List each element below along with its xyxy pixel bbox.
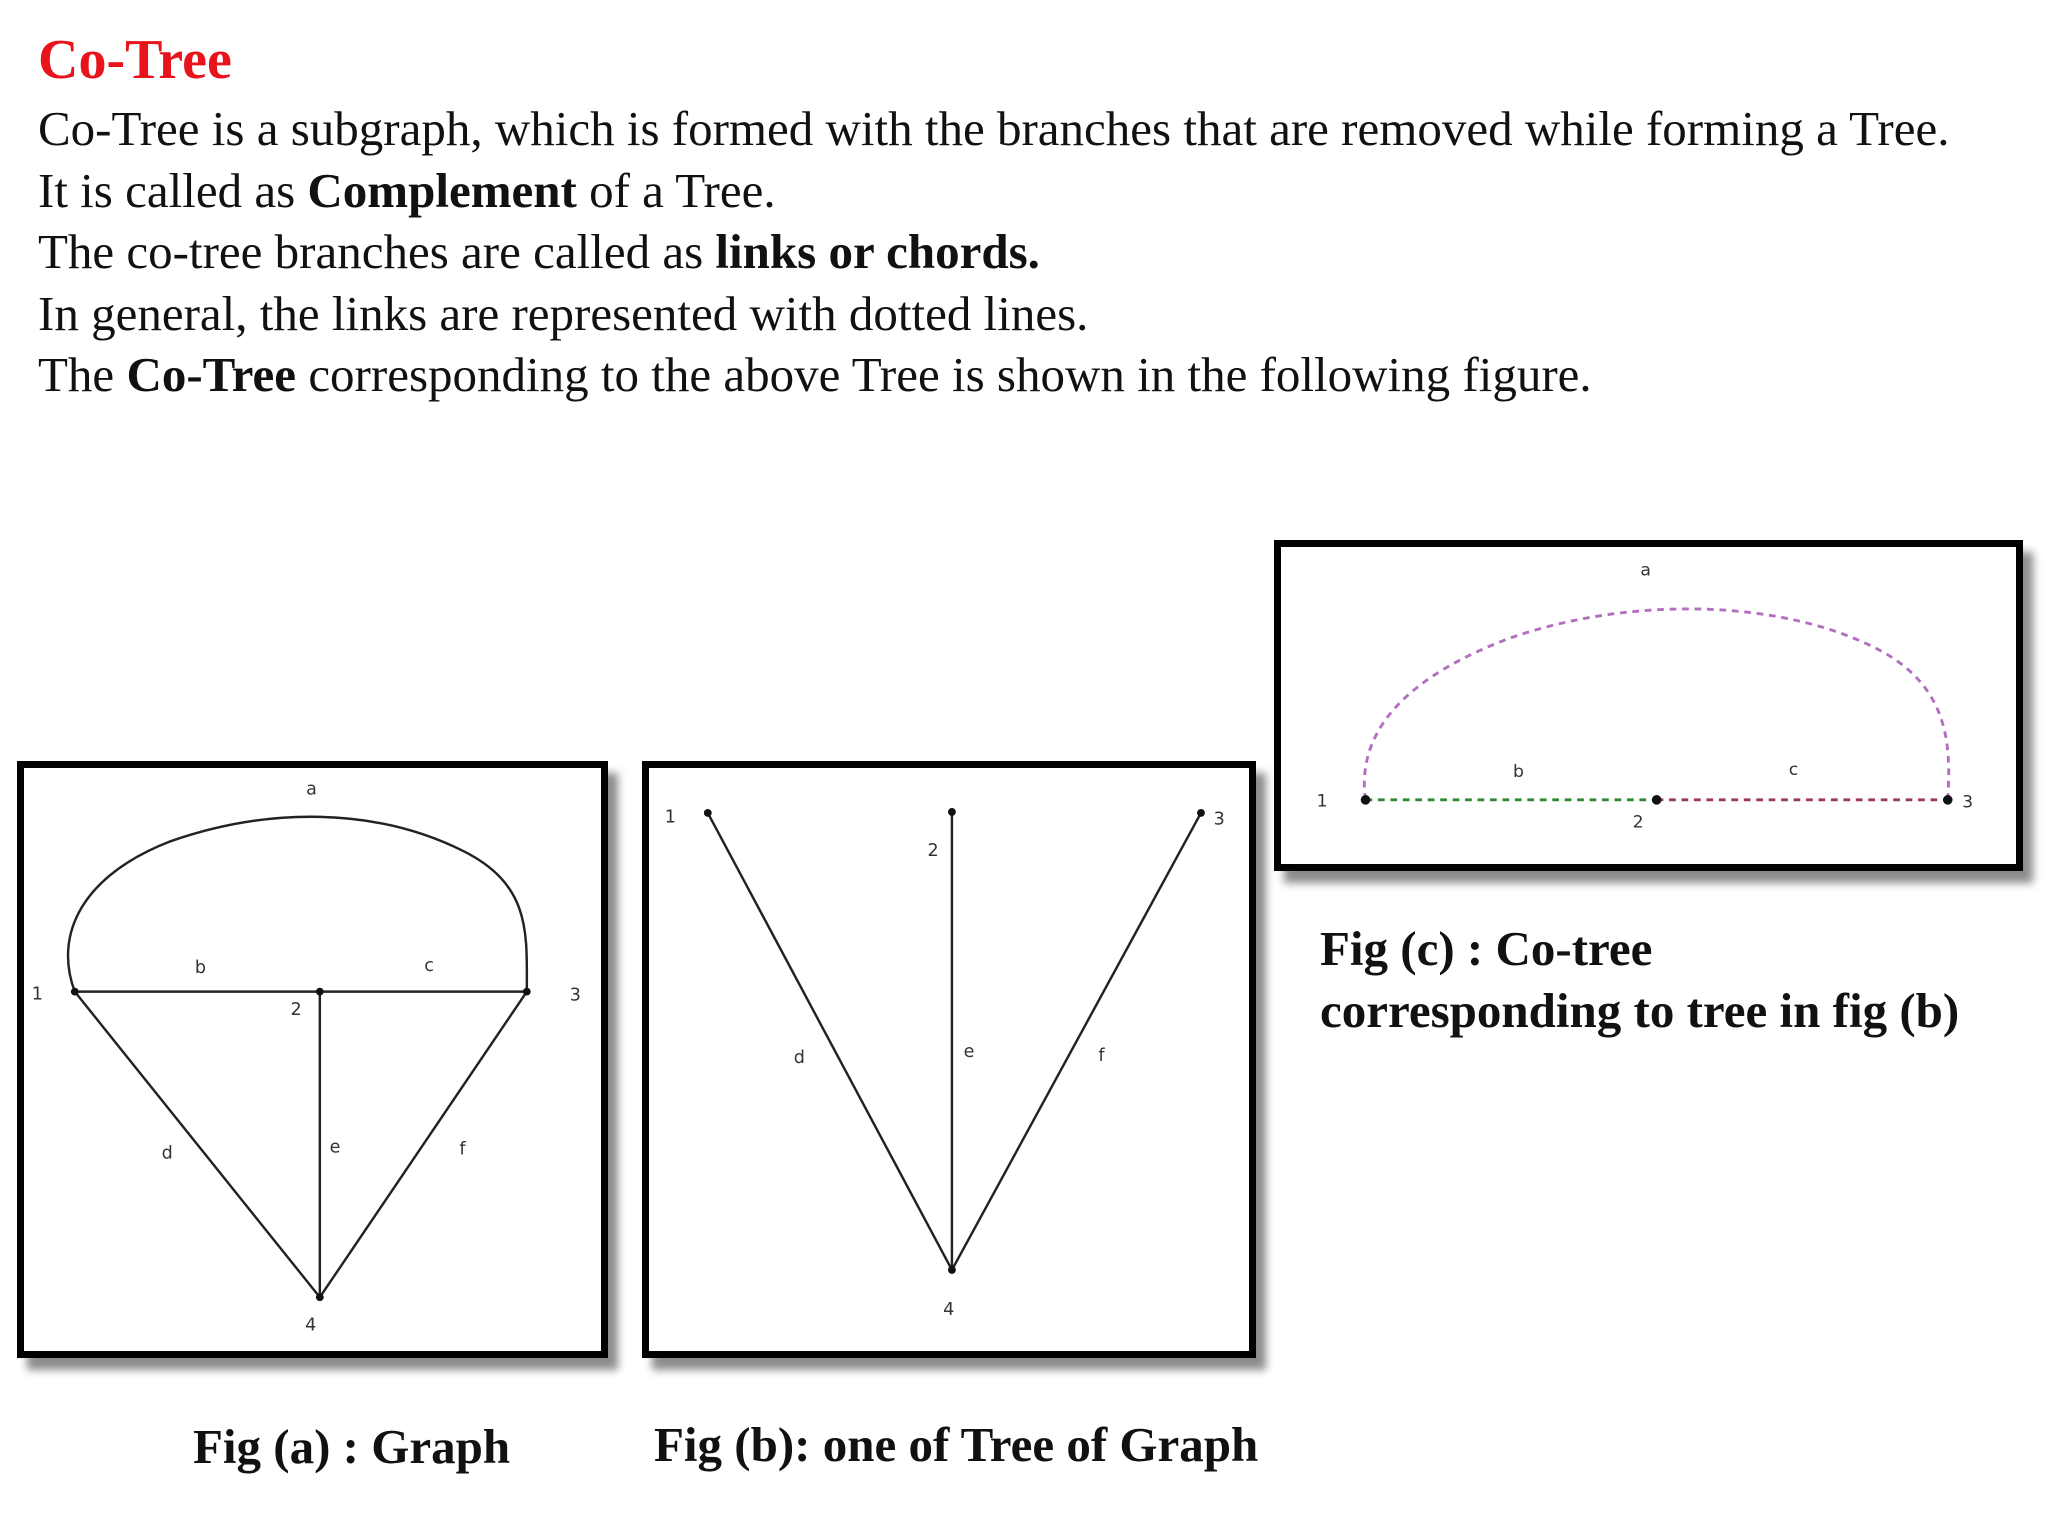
slide-title: Co-Tree: [38, 29, 232, 91]
figure-b-svg: [649, 768, 1249, 1351]
edge-d: [708, 813, 952, 1270]
node-dot-2: [316, 988, 324, 996]
text-fragment: of a Tree.: [576, 162, 776, 218]
bold-links-chords: links or chords.: [715, 224, 1040, 279]
bold-complement: Complement: [307, 162, 577, 218]
paragraph-dotted: In general, the links are represented with dotted lines.: [38, 285, 1089, 341]
text-fragment: The co-tree branches are called as: [38, 224, 716, 279]
figure-c-co-tree: [1274, 540, 2023, 871]
figure-a-graph: [17, 761, 608, 1358]
edge-label-c: c: [1788, 759, 1799, 780]
paragraph-following: [38, 344, 1998, 406]
figure-c-svg: [1281, 547, 2016, 864]
caption-fig-c: [1320, 918, 1959, 1042]
edge-label-d: d: [161, 1143, 173, 1164]
node-label-2: 2: [1632, 812, 1644, 833]
link-a: [1364, 609, 1948, 800]
node-dot-2: [948, 808, 956, 816]
edge-label-d: d: [793, 1047, 805, 1068]
node-label-3: 3: [1962, 792, 1974, 813]
node-label-3: 3: [1213, 809, 1225, 830]
caption-fig-b: Fig (b): one of Tree of Graph: [654, 1417, 1259, 1472]
caption-fig-a: Fig (a) : Graph: [193, 1419, 511, 1474]
edge-f: [320, 992, 527, 1298]
node-dot-1: [71, 988, 79, 996]
node-label-4: 4: [305, 1315, 317, 1336]
node-label-1: 1: [1316, 791, 1328, 812]
text-fragment: It is called as: [38, 162, 308, 218]
node-dot-2: [1652, 795, 1662, 805]
edge-a: [68, 817, 527, 993]
paragraph-links: [38, 221, 1998, 283]
body-text: [38, 98, 1998, 406]
edge-label-a: a: [306, 779, 317, 800]
text-fragment: The: [38, 347, 127, 402]
paragraph-definition: Co-Tree is a subgraph, which is formed with the branches that are removed while forming a Tree.: [38, 101, 1950, 156]
node-label-3: 3: [569, 985, 581, 1006]
node-dot-3: [1197, 809, 1205, 817]
text-fragment: corresponding to the above Tree is shown in the following figure.: [296, 347, 1592, 402]
edge-label-e: e: [329, 1137, 341, 1158]
node-label-4: 4: [943, 1299, 955, 1320]
edge-label-b: b: [194, 958, 207, 979]
node-label-1: 1: [31, 984, 43, 1005]
edge-label-c: c: [424, 956, 434, 977]
edge-label-f: f: [459, 1139, 466, 1160]
node-label-2: 2: [290, 1000, 302, 1021]
paragraph-complement: [38, 160, 1998, 222]
node-dot-4: [316, 1293, 324, 1301]
edge-label-f: f: [1098, 1045, 1105, 1066]
node-dot-1: [704, 809, 712, 817]
node-dot-1: [1361, 795, 1371, 805]
caption-fig-c-line2: corresponding to tree in fig (b): [1320, 983, 1960, 1038]
figure-b-tree: [642, 761, 1256, 1358]
node-dot-3: [1943, 795, 1953, 805]
node-dot-4: [948, 1266, 956, 1274]
edge-label-a: a: [1640, 560, 1651, 581]
bold-co-tree: Co-Tree: [126, 347, 297, 402]
node-label-2: 2: [927, 840, 939, 861]
caption-fig-c-line1: Fig (c) : Co-tree: [1320, 921, 1653, 976]
edge-label-e: e: [963, 1042, 975, 1063]
figure-a-svg: [24, 768, 601, 1351]
edge-f: [952, 813, 1201, 1270]
edge-label-b: b: [1512, 761, 1524, 782]
node-label-1: 1: [664, 807, 677, 828]
node-dot-3: [523, 988, 531, 996]
edge-d: [75, 992, 320, 1298]
